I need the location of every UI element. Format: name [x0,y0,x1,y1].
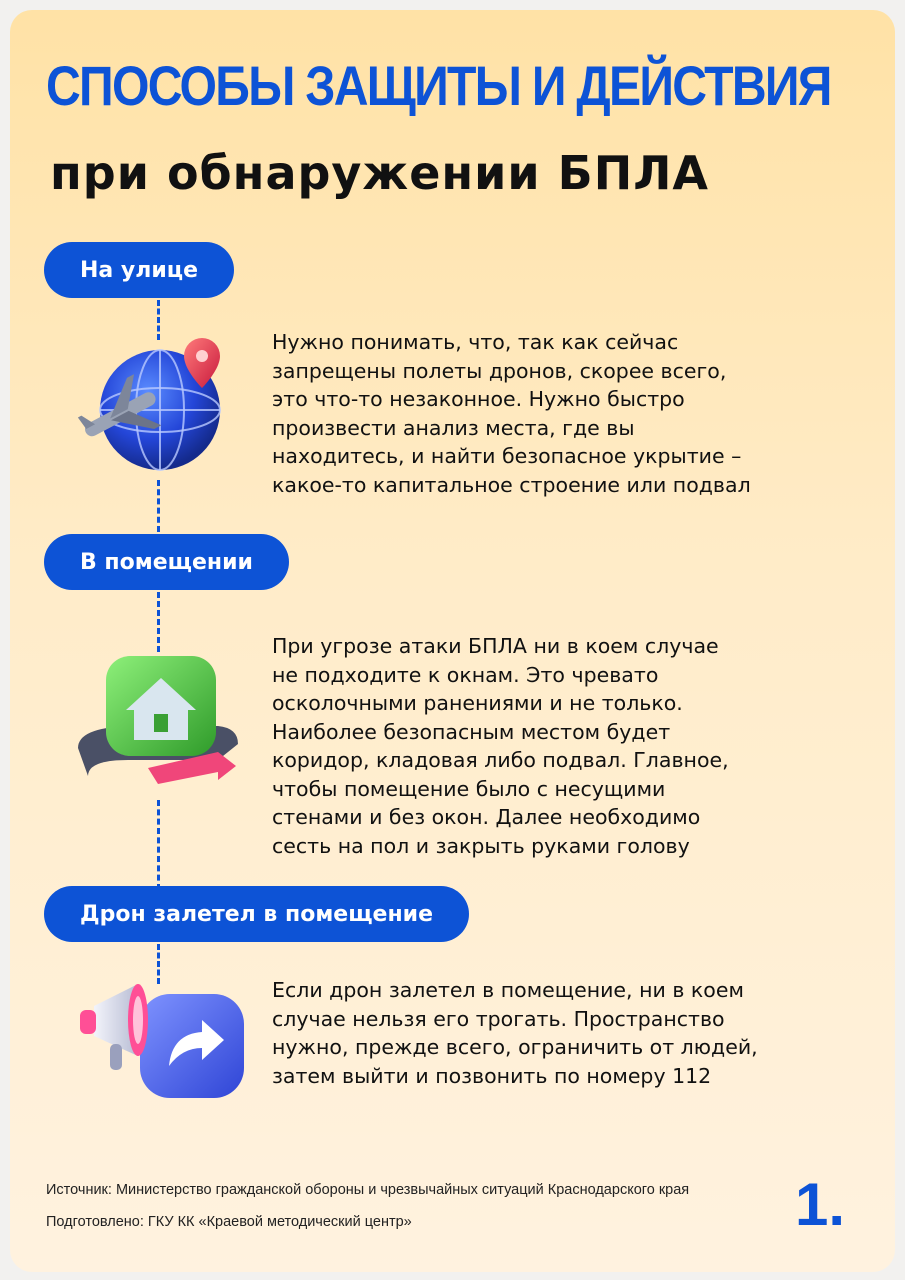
section-text-drone-inside: Если дрон залетел в помещение, ни в коем случае нельзя его трогать. Пространство нужно, прежде всего, ограничить от людей, затем выйти и позвонить по номеру 112 [272,978,758,1088]
section-label-street: На улице [44,242,234,298]
section-text-street: Нужно понимать, что, так как сейчас запрещены полеты дронов, скорее всего, это что-то незаконное. Нужно быстро произвести анализ места, где вы находитесь, и найти безопасное укрытие – какое-то капитальное строение или подвал [272,330,751,497]
infographic-card [10,10,895,1272]
section-label-indoors: В помещении [44,534,289,590]
section-text-indoors: При угрозе атаки БПЛА ни в коем случае не подходите к окнам. Это чревато осколочными ранениями и не только. Наиболее безопасным местом будет коридор, кладовая либо подвал. Главное, чтобы помещение было с несущими стенами и без окон. Далее необходимо сесть на пол и закрыть руками голову [272,634,729,858]
title-sub: при обнаружении БПЛА [50,146,710,200]
page-number: 1. [795,1171,846,1238]
title-main: СПОСОБЫ ЗАЩИТЫ И ДЕЙСТВИЯ [46,54,831,117]
globe-airplane-pin-icon [68,328,248,478]
house-arrows-icon [68,648,248,808]
section-label-drone-inside: Дрон залетел в помещение [44,886,469,942]
connector-line [157,592,160,652]
connector-line [157,800,160,890]
footer-prepared: Подготовлено: ГКУ КК «Краевой методический центр» [46,1214,412,1230]
footer-source: Источник: Министерство гражданской обороны и чрезвычайных ситуаций Краснодарского края [46,1182,690,1198]
connector-line [157,480,160,532]
megaphone-share-icon [74,976,254,1106]
